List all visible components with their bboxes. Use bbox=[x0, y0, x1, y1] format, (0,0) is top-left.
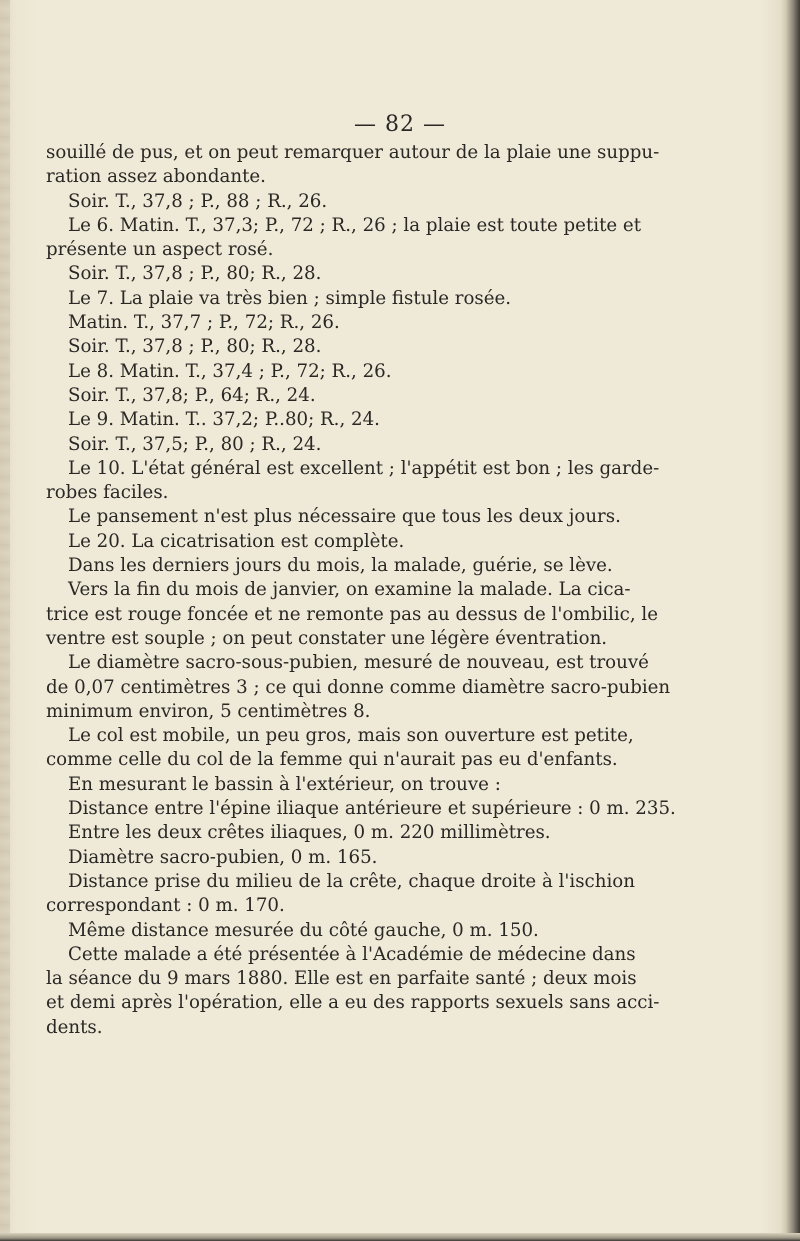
text-line: Le 6. Matin. T., 37,3; P., 72 ; R., 26 ; la plaie est toute petite et bbox=[68, 214, 641, 236]
text-line: de 0,07 centimètres 3 ; ce qui donne comme diamètre sacro-pubien bbox=[46, 676, 671, 698]
text-line: minimum environ, 5 centimètres 8. bbox=[46, 700, 371, 722]
text-line: Même distance mesurée du côté gauche, 0 m. 150. bbox=[68, 919, 539, 941]
text-line: Distance entre l'épine iliaque antérieure et supérieure : 0 m. 235. bbox=[68, 798, 676, 820]
text-line: Le 20. La cicatrisation est complète. bbox=[68, 530, 405, 552]
text-line: Le 10. L'état général est excellent ; l'appétit est bon ; les garde- bbox=[68, 457, 660, 479]
text-line: Le 9. Matin. T.. 37,2; P..80; R., 24. bbox=[68, 409, 380, 431]
text-line: robes faciles. bbox=[46, 482, 169, 504]
text-line: Le col est mobile, un peu gros, mais son ouverture est petite, bbox=[68, 725, 634, 747]
text-line: Soir. T., 37,5; P., 80 ; R., 24. bbox=[68, 433, 322, 455]
text-line: comme celle du col de la femme qui n'aurait pas eu d'enfants. bbox=[46, 749, 618, 771]
text-line: Le 7. La plaie va très bien ; simple fistule rosée. bbox=[68, 287, 512, 309]
text-line: ventre est souple ; on peut constater une légère éventration. bbox=[46, 627, 608, 649]
text-line: Le diamètre sacro-sous-pubien, mesuré de nouveau, est trouvé bbox=[68, 652, 649, 674]
page-bottom-edge bbox=[0, 1233, 800, 1241]
page-left-edge bbox=[0, 0, 10, 1241]
text-line: Soir. T., 37,8; P., 64; R., 24. bbox=[68, 384, 316, 406]
book-binding-shadow bbox=[786, 0, 800, 1241]
text-line: la séance du 9 mars 1880. Elle est en parfaite santé ; deux mois bbox=[46, 968, 637, 990]
text-line: correspondant : 0 m. 170. bbox=[46, 895, 285, 917]
text-line: En mesurant le bassin à l'extérieur, on trouve : bbox=[68, 773, 501, 795]
text-line: Entre les deux crêtes iliaques, 0 m. 220 millimètres. bbox=[68, 822, 551, 844]
text-line: et demi après l'opération, elle a eu des rapports sexuels sans acci- bbox=[46, 992, 660, 1014]
body-text bbox=[46, 141, 732, 1040]
text-line: trice est rouge foncée et ne remonte pas au dessus de l'ombilic, le bbox=[46, 603, 658, 625]
text-line: Vers la fin du mois de janvier, on examine la malade. La cica- bbox=[68, 579, 631, 601]
text-line: Diamètre sacro-pubien, 0 m. 165. bbox=[68, 846, 378, 868]
text-line: Soir. T., 37,8 ; P., 88 ; R., 26. bbox=[68, 190, 328, 212]
text-line: dents. bbox=[46, 1016, 103, 1038]
text-line: Le pansement n'est plus nécessaire que tous les deux jours. bbox=[68, 506, 621, 528]
page-number: — 82 — bbox=[354, 112, 446, 137]
text-line: Distance prise du milieu de la crête, chaque droite à l'ischion bbox=[68, 870, 635, 892]
text-line: Soir. T., 37,8 ; P., 80; R., 28. bbox=[68, 336, 322, 358]
text-line: Dans les derniers jours du mois, la malade, guérie, se lève. bbox=[68, 555, 613, 577]
text-line: ration assez abondante. bbox=[46, 166, 266, 188]
text-line: Cette malade a été présentée à l'Académie de médecine dans bbox=[68, 943, 636, 965]
text-line: Matin. T., 37,7 ; P., 72; R., 26. bbox=[68, 312, 340, 334]
text-line: Le 8. Matin. T., 37,4 ; P., 72; R., 26. bbox=[68, 360, 392, 382]
text-line: présente un aspect rosé. bbox=[46, 239, 274, 261]
text-line: Soir. T., 37,8 ; P., 80; R., 28. bbox=[68, 263, 322, 285]
text-line: souillé de pus, et on peut remarquer autour de la plaie une suppu- bbox=[46, 142, 660, 163]
